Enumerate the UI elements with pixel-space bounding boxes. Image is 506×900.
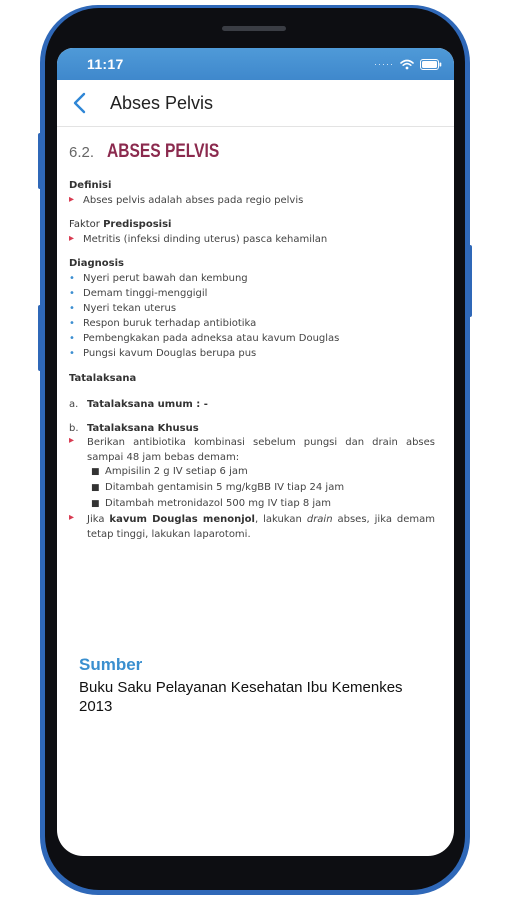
tatalaksana-umum: Tatalaksana umum : -: [87, 399, 208, 410]
bullet-dot-icon: •: [69, 318, 75, 329]
bullet-dot-icon: •: [69, 348, 75, 359]
sub-bullet-icon: ■: [91, 483, 100, 493]
bullet-dot-icon: •: [69, 303, 75, 314]
source-heading: Sumber: [79, 655, 143, 674]
diagnosis-item: Respon buruk terhadap antibiotika: [83, 318, 257, 329]
para-italic-text: drain: [306, 514, 333, 525]
battery-icon: [420, 59, 442, 70]
sub-item: Ampisilin 2 g IV setiap 6 jam: [105, 466, 248, 477]
bullet-dot-icon: •: [69, 273, 75, 284]
bullet-marker-icon: ▸: [69, 435, 75, 446]
sub-bullet-icon: ■: [91, 467, 100, 477]
para-text: , lakukan: [254, 514, 307, 525]
bullet-dot-icon: •: [69, 288, 75, 299]
section-number: 6.2.: [69, 144, 95, 161]
faktor-item: Metritis (infeksi dinding uterus) pasca kehamilan: [83, 234, 328, 245]
signal-dots-icon: ·····: [374, 59, 394, 69]
chevron-left-icon: [71, 92, 91, 114]
diagnosis-item: Nyeri perut bawah dan kembung: [83, 273, 248, 284]
diagnosis-item: Nyeri tekan uterus: [83, 303, 177, 314]
bullet-dot-icon: •: [69, 333, 75, 344]
diagnosis-item: Pungsi kavum Douglas berupa pus: [83, 348, 257, 359]
side-button-left-1: [38, 133, 42, 189]
phone-screen: [57, 48, 454, 856]
side-button-right: [468, 245, 472, 317]
definisi-label: Definisi: [69, 180, 112, 191]
definisi-item: Abses pelvis adalah abses pada regio pelvis: [83, 195, 304, 206]
bullet-marker-icon: ▸: [69, 512, 75, 523]
list-marker-a: a.: [69, 399, 79, 410]
khusus-paragraph-2: [87, 512, 435, 542]
side-button-left-2: [38, 305, 42, 371]
diagnosis-item: Pembengkakan pada adneksa atau kavum Douglas: [83, 333, 340, 344]
source-text: Buku Saku Pelayanan Kesehatan Ibu Kemenkes 2013: [79, 679, 403, 715]
sub-bullet-icon: ■: [91, 499, 100, 509]
khusus-paragraph: Berikan antibiotika kombinasi sebelum pungsi dan drain abses sampai 48 jam bebas demam:: [87, 437, 435, 463]
para-bold-text: kavum Douglas menonjol: [109, 514, 255, 525]
section-title: ABSES PELVIS: [107, 141, 220, 162]
list-marker-b: b.: [69, 423, 79, 434]
navigation-bar: [57, 80, 454, 127]
speaker-grille: [222, 26, 286, 31]
status-bar: [57, 48, 454, 80]
diagnosis-item: Demam tinggi-menggigil: [83, 288, 208, 299]
bullet-marker-icon: ▸: [69, 233, 75, 244]
tatalaksana-khusus: Tatalaksana Khusus: [87, 423, 199, 434]
section-heading: [69, 141, 244, 163]
para-text: abses, jika demam tetap tinggi, lakukan laparotomi.: [87, 514, 435, 540]
faktor-label-bold: Predisposisi: [103, 219, 172, 230]
article-content: [57, 127, 454, 856]
bullet-marker-icon: ▸: [69, 194, 75, 205]
status-icons: [374, 57, 442, 71]
wifi-icon: [400, 59, 414, 70]
status-time: 11:17: [87, 56, 124, 72]
tatalaksana-label: Tatalaksana: [69, 373, 137, 384]
para-text: Jika: [87, 514, 110, 525]
diagnosis-label: Diagnosis: [69, 258, 124, 269]
sub-item: Ditambah metronidazol 500 mg IV tiap 8 jam: [105, 498, 332, 509]
faktor-label-prefix: Faktor: [69, 219, 104, 230]
faktor-label: [69, 219, 171, 230]
page-title: Abses Pelvis: [110, 93, 214, 113]
sub-item: Ditambah gentamisin 5 mg/kgBB IV tiap 24 jam: [105, 482, 345, 493]
back-button[interactable]: [71, 92, 91, 114]
